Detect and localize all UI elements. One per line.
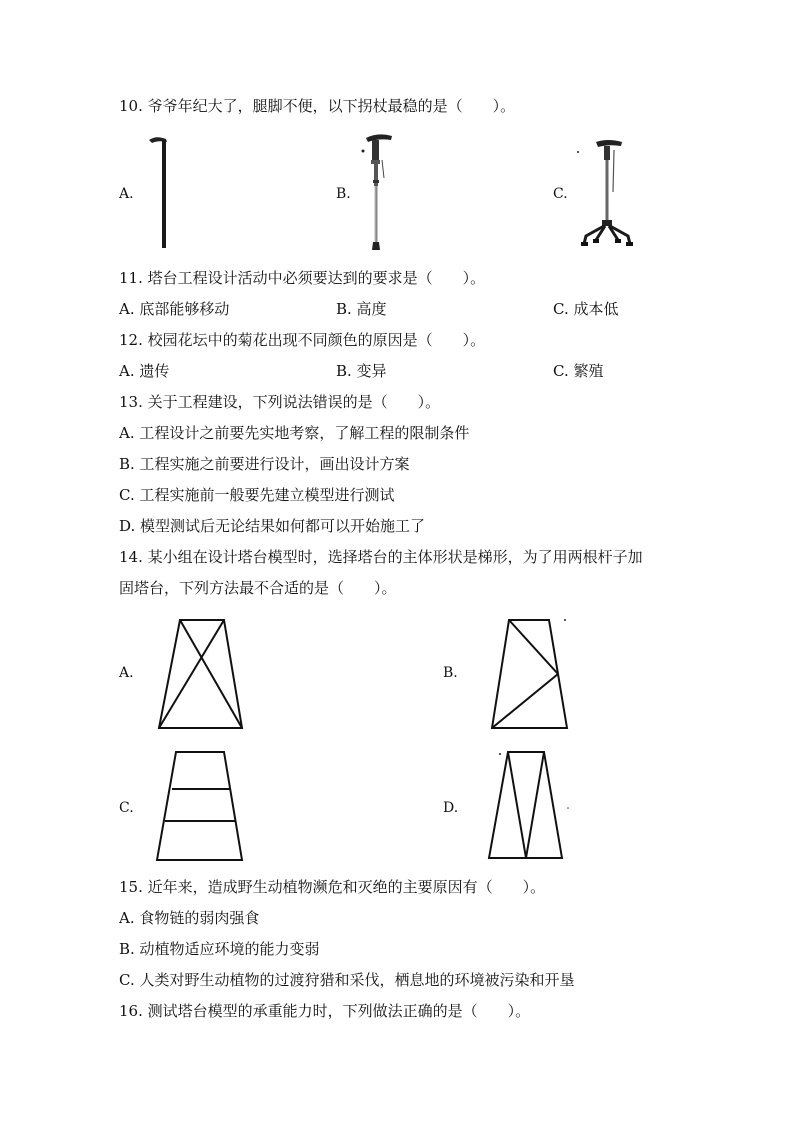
q12-option-c: C. 繁殖 [553,362,604,380]
trapezoid-b-diagram [487,616,573,732]
trapezoid-a-diagram [154,616,248,732]
q15-stem: 15. 近年来，造成野生动植物濒危和灭绝的主要原因有（ ）。 [119,878,546,896]
q15-option-c: C. 人类对野生动植物的过渡狩猎和采伐，栖息地的环境被污染和开垦 [119,971,575,989]
cane-c-image [576,136,636,250]
q13-option-b: B. 工程实施之前要进行设计，画出设计方案 [119,455,410,473]
q14-stem-line2: 固塔台，下列方法最不合适的是（ ）。 [119,579,397,597]
q12-option-a: A. 遗传 [119,362,170,380]
q13-option-c: C. 工程实施前一般要先建立模型进行测试 [119,486,395,504]
q10-stem: 10. 爷爷年纪大了，腿脚不便，以下拐杖最稳的是（ ）。 [119,97,516,115]
cane-a-image [146,134,186,250]
q11-stem: 11. 塔台工程设计活动中必须要达到的要求是（ ）。 [119,269,486,287]
q14-option-b-label: B. [443,665,458,681]
q13-option-a: A. 工程设计之前要先实地考察，了解工程的限制条件 [119,424,470,442]
q13-option-d: D. 模型测试后无论结果如何都可以开始施工了 [119,517,426,535]
q15-option-a: A. 食物链的弱肉强食 [119,909,260,927]
q14-stem-line1: 14. 某小组在设计塔台模型时，选择塔台的主体形状是梯形，为了用两根杆子加 [119,548,643,566]
q15-option-b: B. 动植物适应环境的能力变弱 [119,940,320,958]
q11-option-a: A. 底部能够移动 [119,300,230,318]
q12-option-b: B. 变异 [336,362,387,380]
trapezoid-c-diagram [152,748,246,864]
q11-option-c: C. 成本低 [553,300,619,318]
q10-option-b-label: B. [336,186,351,202]
q10-option-a-label: A. [119,186,134,202]
q11-option-b: B. 高度 [336,300,387,318]
q14-option-c-label: C. [119,800,134,816]
cane-b-image [360,130,400,254]
q16-stem: 16. 测试塔台模型的承重能力时，下列做法正确的是（ ）。 [119,1002,531,1020]
q10-option-c-label: C. [553,186,568,202]
trapezoid-d-diagram [484,748,576,864]
q14-option-a-label: A. [119,665,134,681]
q13-stem: 13. 关于工程建设，下列说法错误的是（ ）。 [119,393,441,411]
q12-stem: 12. 校园花坛中的菊花出现不同颜色的原因是（ ）。 [119,331,486,349]
q14-option-d-label: D. [443,800,459,816]
